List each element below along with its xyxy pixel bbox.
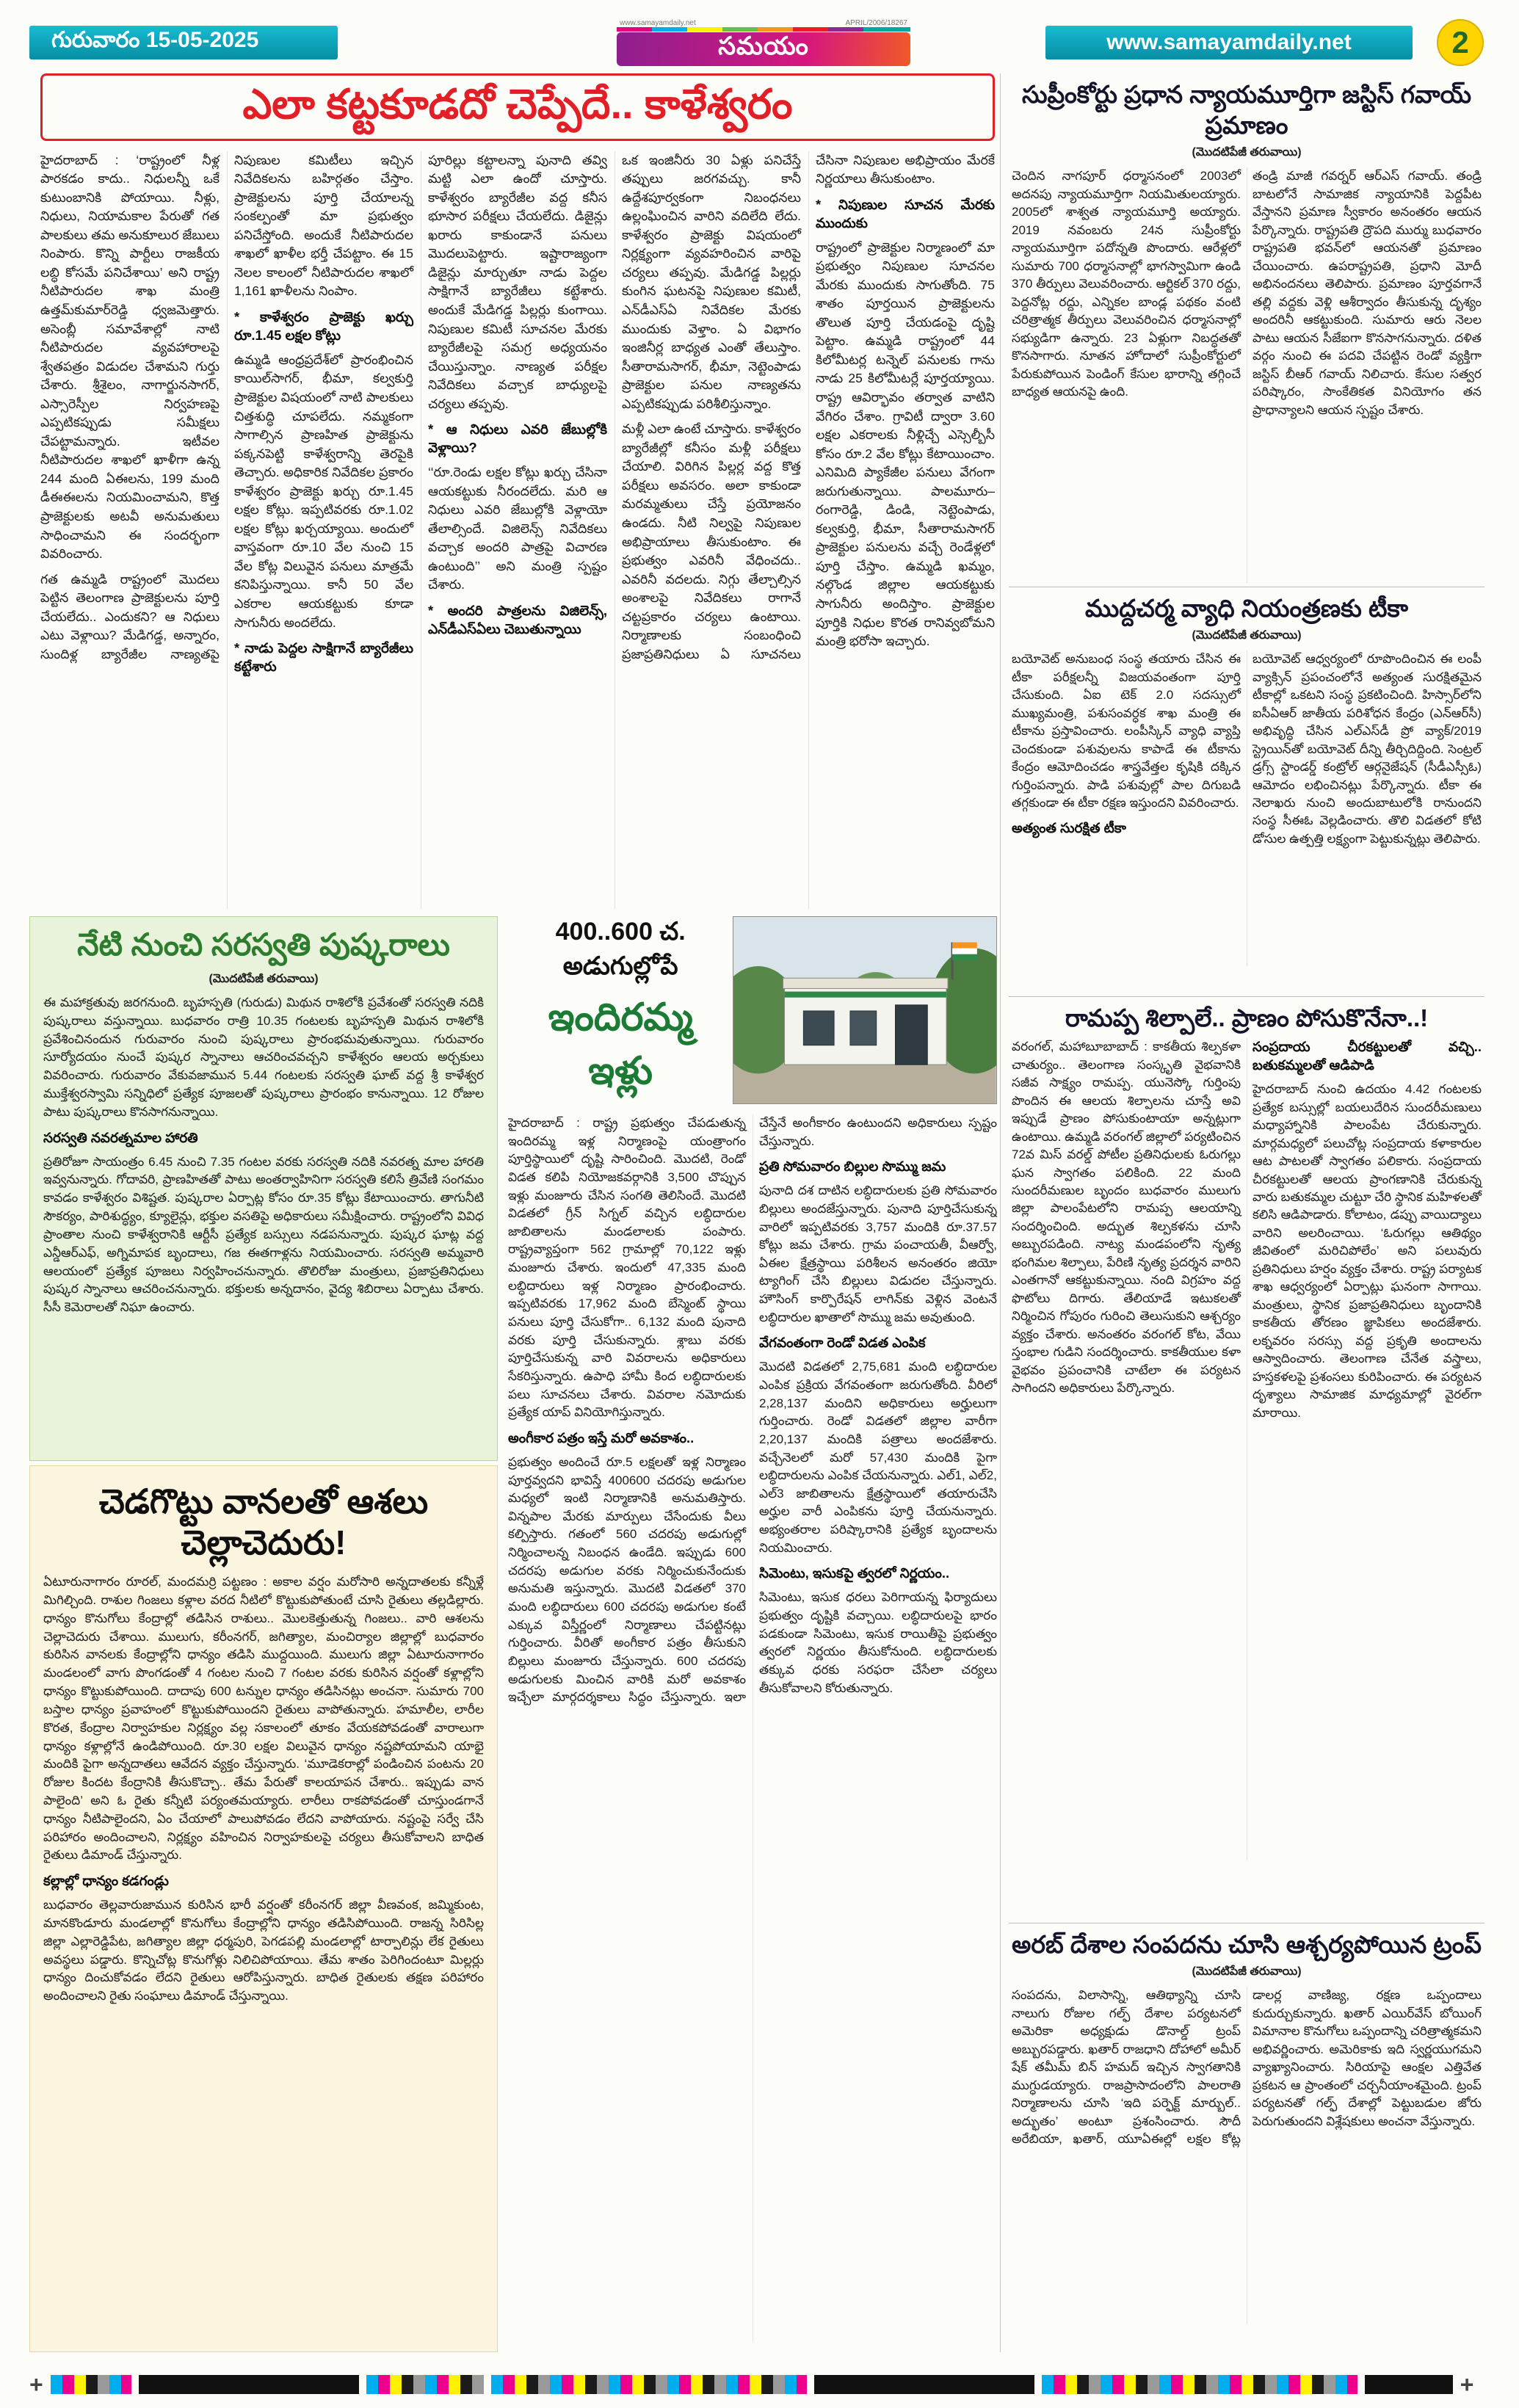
black-calibration-bar — [1365, 2375, 1453, 2394]
article-rain-damage — [29, 1465, 498, 2352]
article-paragraph: పునాది దశ దాటిన లబ్ధిదారులకు ప్రతి సోమవారం బిల్లులు అందజేస్తున్నారు. పునాది పూర్తిచేసుకున్న వారిలో ఇప్పటివరకు 3,757 మందికి రూ.37.57 కోట్లు జమ చేశారు. గ్రామ పంచాయతీ, వీఆర్వో, ఏఈల క్షేత్రస్థాయి పరిశీలన అనంతరం జియో ట్యాగింగ్ చేసి బిల్లులు విడుదల చేస్తున్నారు. హౌసింగ్ కార్పొరేషన్ లాగిన్‌కు వెళ్లిన వెంటనే లబ్ధిదారుల ఖాతాలో సొమ్ము జమ అవుతుంది. — [759, 1183, 997, 1324]
indiramma-house-photo — [733, 916, 997, 1104]
article-paragraph: ఉమ్మడి ఆంధ్రప్రదేశ్‌లో ప్రారంభించిన కాయిల్‌సాగర్, భీమా, కల్వకుర్తి ప్రాజెక్టుల విషయంలో నాటి పాలకులు చిత్తశుద్ధి చూపలేదు. నమ్మకంగా సాగాల్సిన ప్రాణహిత ప్రాజెక్టును పక్కనపెట్టి కాళేశ్వరాన్ని తెరపైకి తెచ్చారు. అధికారిక నివేదికల ప్రకారం కాళేశ్వరం ప్రాజెక్టు ఖర్చు రూ.1.45 లక్షల కోట్లు. ఇప్పటివరకు రూ.1.02 లక్షల కోట్లు ఖర్చయ్యాయి. అందులో వాస్తవంగా రూ.10 వేల నుంచి 15 వేల కోట్ల విలువైన పనులు మాత్రమే కనిపిస్తున్నాయి. కానీ 50 వేల ఎకరాల ఆయకట్టుకు కూడా సాగునీరు అందలేదు. — [234, 352, 413, 630]
masthead-url: www.samayamdaily.net — [620, 19, 696, 27]
article-subhead: అంగీకార పత్రం ఇస్తే మరో అవకాశం.. — [508, 1429, 695, 1446]
article-headline: రామప్ప శిల్పాలే.. ప్రాణం పోసుకొనేనా..! — [1065, 1004, 1429, 1031]
column-divider — [1000, 73, 1001, 2352]
main-article — [40, 73, 995, 909]
article-paragraph: ఏటూరునాగారం రూరల్, మందమర్రి పట్టణం : అకాల వర్షం మరోసారి అన్నదాతలకు కన్నీళ్లే మిగిల్చింది. రాశుల గింజలు కళ్లాల వరద నీటిలో కొట్టుకుపోతుంటే చూసి రైతులు తల్లడిల్లారు. ధాన్యం కొనుగోలు కేంద్రాల్లో తడిసిన రాశులు.. మొలకెత్తుతున్న గింజలు.. వారి ఆశలను చెల్లాచెదురు చేశాయి. ములుగు, కరీంనగర్, జగిత్యాల, మంచిర్యాల జిల్లాల్లో బుధవారం కురిసిన వానలకు కేంద్రాల్లోని ధాన్యం తడిసి ముద్దయింది. ములుగు జిల్లా ఏటూరునాగారం మండలంలో వాగు పొంగడంతో 4 గంటల నుంచి 7 గంటల వరకు కురిసిన వర్షంతో కళ్లాల్లోని ధాన్యం కొట్టుకుపోయింది. దాదాపు 600 టన్నుల ధాన్యం తడిసినట్లు అంచనా. సుమారు 700 బస్తాల ధాన్యం ప్రవాహంలో కొట్టుకుపోయిందని రైతులు వాపోతున్నారు. హమాలీల, లారీల కొరత, కేంద్రాల నిర్వాహకుల నిర్లక్ష్యం వల్ల సకాలంలో తూకం వేయకపోవడంతో వారాలుగా ధాన్యం కళ్లాల్లోనే ఉండిపోయింది. రూ.30 లక్షల విలువైన ధాన్యం నష్టపోయామని యాభై మందికి పైగా అన్నదాతలు ఆవేదన వ్యక్తం చేస్తున్నారు. ‘మూడెకరాల్లో పండించిన పంటను 20 రోజుల కిందట కేంద్రానికి తీసుకొచ్చా.. తేమ పేరుతో కాలయాపన చేశారు.. ఇప్పుడు వాన పాలైంది’ అని ఓ రైతు కన్నీటి పర్యంతమయ్యారు. లారీలు రాకపోవడంతో చూస్తుండగానే ధాన్యం నీటిపాలైందని, ఏం చేయాలో పాలుపోవడం లేదని వాపోయారు. నష్టంపై సర్వే చేసి పరిహారం అందించాలని, నిర్లక్ష్యం వహించిన నిర్వాహకులపై చర్యలు తీసుకోవాలని బాధిత రైతులు డిమాండ్ చేస్తున్నారు. — [43, 1575, 484, 1863]
article-subhead: వేగవంతంగా రెండో విడత ఎంపిక — [759, 1335, 926, 1351]
article-paragraph: సంపదను, విలాసాన్ని, ఆతిథ్యాన్ని చూసి నాలుగు రోజుల గల్ఫ్ దేశాల పర్యటనలో అమెరికా అధ్యక్షుడు డొనాల్డ్ ట్రంప్ అబ్బురపడ్డారు. ఖతార్ రాజధాని దోహాలో అమీర్ షేక్ తమీమ్ బిన్ హమద్ ఇచ్చిన స్వాగతానికి ముగ్ధుడయ్యారు. రాజప్రాసాదంలోని పాలరాతి నిర్మాణాలను చూసి ‘ఇది పర్ఫెక్ట్ మార్బుల్.. అద్భుతం’ అంటూ ప్రశంసించారు. సౌదీ అరేబియా, ఖతార్, యూఏఈల్లో లక్షల కోట్ల డాలర్ల వాణిజ్య, రక్షణ ఒప్పందాలు కుదుర్చుకున్నారు. ఖతార్ ఎయిర్‌వేస్ బోయింగ్ విమానాల కొనుగోలు ఒప్పందాన్ని చరిత్రాత్మకమని అభివర్ణించారు. అమెరికాకు ఇది స్వర్ణయుగమని వ్యాఖ్యానించారు. సిరియాపై ఆంక్షల ఎత్తివేత ప్రకటన ఆ ప్రాంతంలో చర్చనీయాంశమైంది. ట్రంప్ పర్యటనతో గల్ఫ్ దేశాల్లో పెట్టుబడుల జోరు పెరుగుతుందని విశ్లేషకులు అంచనా వేస్తున్నారు. — [1012, 1988, 1482, 2146]
article-body — [43, 994, 484, 1317]
masthead — [617, 19, 910, 66]
article-paragraph: ప్రతిరోజూ సాయంత్రం 6.45 నుంచి 7.35 గంటల వరకు సరస్వతి నదికి నవరత్న మాల హారతి ఇవ్వనున్నారు. గోదావరి, ప్రాణహితతో పాటు అంతర్వాహినిగా సరస్వతి కలిసే త్రివేణి సంగమం కావడం కాళేశ్వరం విశిష్టత. పుష్కరాల ఏర్పాట్ల కోసం రూ.35 కోట్లు కేటాయించారు. తాగునీటి సౌకర్యం, పారిశుద్ధ్యం, క్యూలైన్లు, భక్తుల వసతిపై అధికారులు సమీక్షించారు. రాష్ట్రంలోని వివిధ ప్రాంతాల నుంచి కాళేశ్వరానికి ఆర్టీసీ ప్రత్యేక బస్సులు నడపనున్నారు. పుష్కర ఘాట్ల వద్ద ఎన్డీఆర్ఎఫ్, అగ్నిమాపక బృందాలు, గజ ఈతగాళ్లను నియమించారు. సరస్వతి అమ్మవారి ఆలయంలో ప్రత్యేక పూజలు నిర్వహించనున్నారు. తొలిరోజు మంత్రులు, ప్రజాప్రతినిధులు పుష్కర స్నానాలు ఆచరించనున్నారు. భక్తులకు అన్నదానం, వైద్య శిబిరాలు ఏర్పాటు చేశారు. సీసీ కెమెరాలతో నిఘా ఉంచారు. — [43, 1154, 484, 1315]
article-subhead: సరస్వతి నవరత్నమాల హారతి — [43, 1129, 198, 1145]
article-subhead: * నిపుణుల సూచన మేరకు ముందుకు — [816, 196, 995, 231]
article-subhead: సంప్రదాయ చీరకట్టులతో వచ్చి.. బతుకమ్మలతో ఆడిపాడి — [1252, 1039, 1482, 1073]
masthead-registration: APRIL/2006/18267 — [845, 19, 907, 27]
article-paragraph: హైదరాబాద్ : రాష్ట్ర ప్రభుత్వం చేపడుతున్న ఇందిరమ్మ ఇళ్ల నిర్మాణంపై యంత్రాంగం పూర్తిస్థాయిలో దృష్టి సారించింది. మొదటి, రెండో విడత కలిపి నియోజకవర్గానికి 3,500 చొప్పున ఇళ్లు మంజూరు చేసిన సంగతి తెలిసిందే. మొదటి విడతలో గ్రీన్ సిగ్నల్ వచ్చిన లబ్ధిదారుల జాబితాలను మండలాలకు పంపారు. రాష్ట్రవ్యాప్తంగా 562 గ్రామాల్లో 70,122 ఇళ్లు మంజూరు చేశారు. ఇందులో 47,335 మంది లబ్ధిదారులు ఇళ్ల నిర్మాణం ప్రారంభించారు. ఇప్పటివరకు 17,962 మంది బేస్మెంట్ స్థాయి పనులు పూర్తి చేసుకోగా.. 6,132 మంది పునాది వరకు పూర్తి చేసుకున్నారు. శ్లాబు వరకు పూర్తిచేసుకున్న వారి వివరాలను అధికారులు సేకరిస్తున్నారు. ఉపాధి హామీ కింద లబ్ధిదారులకు పలు సూచనలు చేశారు. వివరాల నమోదుకు ప్రత్యేక యాప్ వినియోగిస్తున్నారు. — [508, 1116, 746, 1420]
date-label: గురువారం 15-05-2025 — [29, 26, 338, 59]
page-number-badge: 2 — [1437, 19, 1484, 66]
article-paragraph: గత ఉమ్మడి రాష్ట్రంలో మొదలు పెట్టిన తెలంగాణ ప్రాజెక్టులను పూర్తి చేయలేదు.. ఎందుకని? ఆ నిధులు ఎటు వెళ్లాయి? మేడిగడ్డ, అన్నారం, సుందిళ్ల బ్యారేజీల నాణ్యతపై నిపుణుల కమిటీలు ఇచ్చిన నివేదికలను బహిర్గతం చేస్తాం. ప్రాజెక్టులను పూర్తి చేయాలన్న సంకల్పంతో మా ప్రభుత్వం పనిచేస్తోంది. అందుకే నీటిపారుదల శాఖలో ఖాళీల భర్తీ చేపట్టాం. ఈ 15 నెలల కాలంలో నీటిపారుదల శాఖలో 1,161 ఖాళీలను నింపాం. — [40, 152, 413, 661]
article-saraswati-pushkaralu — [29, 916, 498, 1461]
article-subhead: * నాడు పెద్దల సాక్షిగానే బ్యారేజీలు కట్టేశారు — [234, 640, 413, 675]
house-illustration — [733, 917, 996, 1103]
main-article-body — [40, 151, 995, 909]
article-header — [508, 916, 997, 1104]
continued-kicker: (మొదటిపేజీ తరువాయి) — [1192, 146, 1302, 159]
article-subhead: * కాళేశ్వరం ప్రాజెక్టు ఖర్చు రూ.1.45 లక్షల కోట్లు — [234, 308, 413, 343]
article-paragraph: హైదరాబాద్ నుంచి ఉదయం 4.42 గంటలకు ప్రత్యేక బస్సుల్లో బయలుదేరిన సుందరీమణులు మధ్యాహ్నానికి పాలంపేట చేరుకున్నారు. మార్గమధ్యలో పలుచోట్ల సంప్రదాయ కళాకారుల ఆట పాటలతో స్వాగతం పలికారు. సంప్రదాయ చీరకట్టులతో ఆలయ ప్రాంగణానికి చేరుకున్న వారు బతుకమ్మల చుట్టూ చేరి స్థానిక మహిళలతో కలిసి ఆడిపాడారు. కోలాటం, డప్పు వాయిద్యాలు వారిని అలరించాయి. ‘ఓరుగల్లు ఆతిథ్యం జీవితంలో మరిచిపోలేం’ అని పలువురు ప్రతినిధులు హర్షం వ్యక్తం చేశారు. రాష్ట్ర పర్యాటక శాఖ ఆధ్వర్యంలో ఏర్పాట్లు ఘనంగా సాగాయి. మంత్రులు, స్థానిక ప్రజాప్రతినిధులు బృందానికి కాకతీయ తోరణం జ్ఞాపికలు అందజేశారు. లక్నవరం సరస్సు వద్ద ప్రకృతి అందాలను ఆస్వాదించారు. తెలంగాణ చేనేత వస్త్రాలు, హస్తకళలపై ప్రశంసలు కురిపించారు. ఈ పర్యటన దృశ్యాలు సామాజిక మాధ్యమాల్లో వైరల్‌గా మారాయి. — [1252, 1082, 1482, 1420]
headline-line1: 400..600 చ. అడుగుల్లోపే — [555, 918, 686, 980]
article-subhead: * అందరి పాత్రలను విజిలెన్స్, ఎన్‌డీఎస్‌ఏలు చెబుతున్నాయి — [428, 603, 607, 637]
headline-line2: ఇందిరమ్మ ఇళ్లు — [548, 996, 693, 1092]
article-paragraph: ఒక ఇంజినీరు 30 ఏళ్లు పనిచేస్తే తప్పులు జరగవచ్చు. కానీ ఉద్దేశపూర్వకంగా నిబంధనలు ఉల్లంఘించిన వారిని వదిలేది లేదు. కాళేశ్వరం ప్రాజెక్టు విషయంలో నిర్లక్ష్యంగా వ్యవహరించిన వారిపై చర్యలు తప్పవు. మేడిగడ్డ పిల్లర్లు కుంగిన ఘటనపై నిపుణుల కమిటీ, ఎన్‌డీఎస్‌ఏ నివేదికల మేరకు ముందుకు వెళ్తాం. ఏ విభాగం ఇంజినీర్ల బాధ్యత ఎంతో తేలుస్తాం. సీతారామసాగర్, భీమా, నెట్టెంపాడు ప్రాజెక్టుల పనుల నాణ్యతను ఎప్పటికప్పుడు పరిశీలిస్తున్నాం. — [622, 152, 801, 411]
article-headline: చెడగొట్టు వానలతో ఆశలు చెల్లాచెదురు! — [98, 1482, 429, 1562]
article-body — [1012, 1038, 1482, 1860]
article-paragraph: పూరిల్లు కట్టాలన్నా పునాది తవ్వి మట్టి ఎలా ఉందో చూస్తారు. కాళేశ్వరం బ్యారేజీల వద్ద కనీస భూసార పరీక్షలు చేయలేదు. డిజైన్లు ఖరారు కాకుండానే పనులు మొదలుపెట్టారు. ఇష్టారాజ్యంగా డిజైన్లు మార్చుతూ నాడు పెద్దల సాక్షిగానే బ్యారేజీలు కట్టేశారు. అందుకే మేడిగడ్డ పిల్లర్లు కుంగాయి. నిపుణుల కమిటీ సూచనల మేరకు బ్యారేజీలపై సమగ్ర అధ్యయనం చేయిస్తున్నాం. నాణ్యత పరీక్షల నివేదికలు వచ్చాక బాధ్యులపై చర్యలు తప్పవు. — [428, 152, 607, 411]
article-gavai — [1009, 73, 1484, 587]
article-paragraph: ‘‘రూ.రెండు లక్షల కోట్లు ఖర్చు చేసినా ఆయకట్టుకు నీరందలేదు. మరి ఆ నిధులు ఎవరి జేబుల్లోకి వెళ్లాయో తేలాల్సిందే. విజిలెన్స్ నివేదికలు వచ్చాక అందరి పాత్రపై విచారణ ఉంటుంది’’ అని మంత్రి స్పష్టం చేశారు. — [428, 465, 607, 592]
site-url: www.samayamdaily.net — [1045, 26, 1413, 59]
main-headline: ఎలా కట్టకూడదో చెప్పేదే.. కాళేశ్వరం — [40, 73, 995, 141]
masthead-meta — [617, 19, 910, 27]
cmyk-swatch — [491, 2375, 807, 2394]
article-headline: ముద్దచర్మ వ్యాధి నియంత్రణకు టీకా — [1084, 595, 1409, 622]
article-headline: సుప్రీంకోర్టు ప్రధాన న్యాయమూర్తిగా జస్టిస్ గవాయ్ ప్రమాణం — [1021, 81, 1472, 139]
article-subhead: * ఆ నిధులు ఎవరి జేబుల్లోకి వెళ్లాయి? — [428, 421, 607, 456]
article-paragraph: బుధవారం తెల్లవారుజామున కురిసిన భారీ వర్షంతో కరీంనగర్ జిల్లా వీణవంక, జమ్మికుంట, మానకొండూరు మండలాల్లో కొనుగోలు కేంద్రాల్లోని ధాన్యం తడిసిపోయింది. రాజన్న సిరిసిల్ల జిల్లా ఎల్లారెడ్డిపేట, జగిత్యాల జిల్లా ధర్మపురి, పెగడపల్లి మండలాల్లో టార్పాలిన్లు లేక రైతులు అవస్థలు పడ్డారు. కొన్నిచోట్ల కొనుగోళ్లు నిలిచిపోయాయి. తేమ శాతం పెరిగిందంటూ మిల్లర్లు ధాన్యం దించుకోవడం లేదని రైతులు ఆరోపిస్తున్నారు. బాధిత రైతులకు తక్షణ పరిహారం అందించాలని రైతు సంఘాలు డిమాండ్ చేస్తున్నాయి. — [43, 1898, 484, 2003]
article-paragraph: వరంగల్, మహాబూబాబాద్ : కాకతీయ శిల్పకళా చాతుర్యం.. తెలంగాణ సంస్కృతి వైభవానికి సజీవ సాక్ష్యం రామప్ప. యునెస్కో గుర్తింపు పొందిన ఈ ఆలయ శిల్పాలను చూస్తే అవి ఇప్పుడే ప్రాణం పోసుకుంటాయా అన్నట్లుగా ఉంటాయి. ఉమ్మడి వరంగల్ జిల్లాలో పర్యటించిన 72వ మిస్ వరల్డ్ పోటీల ప్రతినిధులకు ఓరుగల్లు ఘన స్వాగతం పలికింది. 22 మంది సుందరీమణుల బృందం బుధవారం ములుగు జిల్లా పాలంపేటలోని రామప్ప ఆలయాన్ని సందర్శించింది. అద్భుత శిల్పకళను చూసి అబ్బురపడింది. నాట్య మండపంలోని నృత్య భంగిమల శిల్పాలు, పేరిణి నృత్య ప్రదర్శన వారిని ఎంతగానో ఆకట్టుకున్నాయి. నంది విగ్రహం వద్ద ఫొటోలు దిగారు. తేలియాడే ఇటుకలతో నిర్మించిన గోపురం గురించి తెలుసుకుని ఆశ్చర్యం వ్యక్తం చేశారు. అనంతరం వరంగల్ కోట, వేయి స్తంభాల గుడిని సందర్శించారు. కాకతీయుల కళా వైభవం ప్రపంచానికి చాటేలా ఈ పర్యటన సాగిందని అధికారులు పేర్కొన్నారు. — [1012, 1040, 1241, 1396]
masthead-logo: సమయం — [617, 32, 910, 66]
article-paragraph: మళ్లీ ఎలా ఉంటే చూస్తారు. కాళేశ్వరం బ్యారేజీల్లో కనీసం మళ్లీ పరీక్షలు చేయాలి. విరిగిన పిల్లర్ల వద్ద కొత్త పరీక్షలు అవసరం. అలా కాకుండా మరమ్మతులు చేస్తే ప్రయోజనం ఉండదు. నీటి నిల్వపై నిపుణుల అభిప్రాయాలు తీసుకుంటాం. ఈ ప్రభుత్వం ఎవరినీ వేధించదు.. ఎవరినీ వదలదు. నిగ్గు తేల్చాల్సిన అంశాలపై నివేదికలు రాగానే చట్టప్రకారం చర్యలు ఉంటాయి. నిర్మాణాలకు సంబంధించి ప్రజాప్రతినిధులు ఏ సూచనలు చేసినా నిపుణుల అభిప్రాయం మేరకే నిర్ణయాలు తీసుకుంటాం. — [622, 152, 995, 661]
article-paragraph: రాష్ట్రంలో ప్రాజెక్టుల నిర్మాణంలో మా ప్రభుత్వం నిపుణుల సూచనల మేరకు ముందుకు సాగుతోంది. 75 శాతం పూర్తయిన ప్రాజెక్టులను తొలుత పూర్తి చేయడంపై దృష్టి పెట్టాం. ఉమ్మడి రాష్ట్రంలో 44 కిలోమీటర్ల టన్నెల్ పనులకు గాను నాడు 25 కిలోమీటర్లే పూర్తయ్యాయి. రాష్ట్ర ఆవిర్భావం తర్వాత వాటిని వేగిరం చేశాం. గ్రావిటీ ద్వారా 3.60 లక్షల ఎకరాలకు నీళ్లిచ్చే ఎస్సెల్బీసీ కోసం రూ.2 వేల కోట్లు కేటాయించాం. ఎనిమిది ప్యాకేజీల పనులు వేగంగా జరుగుతున్నాయి. పాలమూరు–రంగారెడ్డి, డిండి, నెట్టెంపాడు, కల్వకుర్తి, భీమా, సీతారామసాగర్ ప్రాజెక్టుల పనులను వచ్చే రెండేళ్లలో పూర్తి చేస్తాం. ఉమ్మడి ఖమ్మం, నల్గొండ జిల్లాల ఆయకట్టుకు సాగునీరు అందిస్తాం. ప్రాజెక్టుల పూర్తికి నిధుల కొరత రానివ్వబోమని మంత్రి భరోసా ఇచ్చారు. — [816, 239, 995, 649]
article-body — [1012, 650, 1482, 966]
article-subhead: సిమెంటు, ఇసుకపై త్వరలో నిర్ణయం.. — [759, 1565, 950, 1581]
article-paragraph: మొదటి విడతలో 2,75,681 మంది లబ్ధిదారుల ఎంపిక ప్రక్రియ వేగవంతంగా జరుగుతోంది. వీరిలో 2,28,137 మందిని అధికారులు అర్హులుగా గుర్తించారు. రెండో విడతలో జిల్లాల వారీగా 2,20,137 మందికి పత్రాలు అందజేశారు. వచ్చేనెలలో మరో 57,430 మందికి పైగా లబ్ధిదారులను ఎంపిక చేయనున్నారు. ఎల్1, ఎల్2, ఎల్3 జాబితాలను క్షేత్రస్థాయిలో తయారుచేసి అర్హుల వారీ ఎంపికను పూర్తి చేయనున్నారు. అభ్యంతరాల పరిష్కారానికి ప్రత్యేక బృందాలను నియమించారు. — [759, 1360, 997, 1555]
article-headline — [508, 916, 733, 1104]
article-body — [1012, 1987, 1482, 2324]
article-paragraph: ప్రభుత్వం అందించే రూ.5 లక్షలతో ఇళ్ల నిర్మాణం పూర్తవ్వదని భావిస్తే 400600 చదరపు అడుగుల మధ్యలో ఇంటి నిర్మాణానికి అనుమతిస్తారు. విన్నపాల మేరకు మార్పులు చేసేందుకు వీలు కల్పిస్తారు. గతంలో 560 చదరపు అడుగుల్లో నిర్మించాలన్న నిబంధన ఉండేది. ఇప్పుడు 600 చదరపు అడుగుల వరకు నిర్మించుకునేందుకు అనుమతి ఇస్తున్నారు. మొదటి విడతలో 370 మంది లబ్ధిదారులు 600 చదరపు అడుగుల కంటే ఎక్కువ విస్తీర్ణంలో నిర్మాణాలు చేపట్టినట్లు గుర్తించారు. వీరితో అంగీకార పత్రం తీసుకుని బిల్లులు మంజూరు చేస్తున్నారు. 600 చదరపు అడుగులకు మించిన వారికి మరో అవకాశం ఇచ్చేలా మార్గదర్శకాలు సిద్ధం చేస్తున్నారు. ఇలా చేస్తేనే అంగీకారం ఉంటుందని అధికారులు స్పష్టం చేస్తున్నారు. — [508, 1116, 997, 1705]
article-paragraph: సిమెంటు, ఇసుక ధరలు పెరిగాయన్న ఫిర్యాదులు ప్రభుత్వం దృష్టికి వచ్చాయి. లబ్ధిదారులపై భారం పడకుండా సిమెంటు, ఇసుక రాయితీపై ప్రభుత్వం త్వరలో నిర్ణయం తీసుకోనుంది. లబ్ధిదారులకు తక్కువ ధరకు సరఫరా చేసేలా చర్యలు తీసుకోవాలని కోరుతున్నారు. — [759, 1590, 997, 1695]
article-body — [508, 1114, 997, 2342]
continued-kicker: (మొదటిపేజీ తరువాయి) — [1192, 629, 1302, 642]
article-headline: అరబ్ దేశాల సంపదను చూసి ఆశ్చర్యపోయిన ట్రంప్ — [1012, 1931, 1482, 1958]
article-body — [43, 1573, 484, 2006]
article-paragraph: హైదరాబాద్ : ‘రాష్ట్రంలో నీళ్ల పారకడం కాదు.. నిధులన్నీ ఒకే కుటుంబానికి పోయాయి. నీళ్లు, నిధులు, నియామకాల పేరుతో గత పాలకులు తమ అనుకూలుర జేబులు నింపారు. కొన్ని పార్టీలు రాజకీయ లబ్ధి కోసమే పనిచేశాయి’ అని రాష్ట్ర నీటిపారుదల శాఖ మంత్రి ఉత్తమ్‌కుమార్‌రెడ్డి ధ్వజమెత్తారు. అసెంబ్లీ సమావేశాల్లో నాటి నీటిపారుదల వ్యవహారాలపై శ్వేతపత్రం విడుదల చేశామని గుర్తు చేశారు. శ్రీశైలం, నాగార్జునసాగర్, ఎస్సారెస్పీల నిర్వహణపై ఎప్పటికప్పుడు సమీక్షలు చేపట్టామన్నారు. ఇటీవల నీటిపారుదల శాఖలో ఖాళీగా ఉన్న 244 మంది ఏఈలను, 199 మంది డీఈఈలను నియమించామని, కొత్త ప్రాజెక్టులకు అటవీ అనుమతులు సాధించామని ఈ సందర్భంగా వివరించారు. — [40, 152, 220, 562]
cmyk-swatch — [1042, 2375, 1357, 2394]
article-paragraph: తండ్రి మాజీ గవర్నర్ ఆర్‌ఎస్ గవాయ్. తండ్రి బాటలోనే సామాజిక న్యాయానికి పెద్దపీట వేస్తానని ప్రమాణ స్వీకారం అనంతరం ఆయన పేర్కొన్నారు. రాష్ట్రపతి ద్రౌపది ముర్ము బుధవారం రాష్ట్రపతి భవన్‌లో ఆయనతో ప్రమాణం చేయించారు. ఉపరాష్ట్రపతి, ప్రధాని మోదీ అభినందనలు తెలిపారు. ప్రమాణం పూర్తవగానే తల్లి వద్దకు వెళ్లి ఆశీర్వాదం తీసుకున్న దృశ్యం అందరినీ ఆకట్టుకుంది. సుమారు ఆరు నెలల పాటు ఆయన సీజేఐగా కొనసాగనున్నారు. దళిత వర్గం నుంచి ఈ పదవి చేపట్టిన రెండో వ్యక్తిగా జస్టిస్ బీఆర్ గవాయ్ నిలిచారు. కేసుల సత్వర పరిష్కారం, సాంకేతికత వినియోగం తన ప్రాధాన్యాలని ఆయన స్పష్టం చేశారు. — [1252, 169, 1482, 417]
crop-mark-icon: + — [29, 2371, 43, 2398]
article-headline: నేటి నుంచి సరస్వతి పుష్కరాలు — [77, 927, 450, 962]
article-subhead: ప్రతి సోమవారం బిల్లుల సొమ్ము జమ — [759, 1158, 946, 1175]
page-header — [29, 19, 1490, 66]
crop-mark-icon: + — [1460, 2371, 1474, 2398]
print-registration-bar — [29, 2371, 1490, 2398]
article-subhead: అత్యంత సురక్షిత టీకా — [1012, 820, 1126, 836]
article-trump — [1009, 1923, 1484, 2339]
masthead-color-strip — [617, 27, 910, 32]
continued-kicker: (మొదటిపేజీ తరువాయి) — [209, 973, 319, 985]
article-subhead: కల్లాల్లో ధాన్యం కడగండ్లు — [43, 1873, 169, 1889]
continued-kicker: (మొదటిపేజీ తరువాయి) — [1192, 1965, 1302, 1979]
cmyk-swatch — [51, 2375, 131, 2394]
article-indiramma-houses — [508, 916, 997, 2352]
black-calibration-bar — [139, 2375, 359, 2394]
article-paragraph: బయోవెట్ అనుబంధ సంస్థ తయారు చేసిన ఈ టీకా పరీక్షలన్నీ విజయవంతంగా పూర్తి చేసుకుంది. ఏఐ టెక్ 2.0 సదస్సులో ముఖ్యమంత్రి, పశుసంవర్ధక శాఖ మంత్రి ఈ టీకాను ప్రస్తావించారు. లంపీస్కిన్ వ్యాధి వ్యాప్తి చెందకుండా పశువులను కాపాడే ఈ టీకాను కేంద్రం ఆమోదించడం శాస్త్రవేత్తల కృషికి దక్కిన గుర్తింపన్నారు. పాడి పశువుల్లో పాల దిగుబడి తగ్గకుండా ఈ టీకా రక్షణ ఇస్తుందని వివరించారు. — [1012, 652, 1241, 810]
article-paragraph: చెందిన నాగపూర్ ధర్మాసనంలో 2003లో అదనపు న్యాయమూర్తిగా నియమితులయ్యారు. 2005లో శాశ్వత న్యాయమూర్తి అయ్యారు. 2019 నవంబరు 24న సుప్రీంకోర్టు న్యాయమూర్తిగా పదోన్నతి పొందారు. ఆరేళ్లలో సుమారు 700 ధర్మాసనాల్లో భాగస్వామిగా ఉండి 370 తీర్పులు వెలువరించారు. ఆర్టికల్ 370 రద్దు, పెద్దనోట్ల రద్దు, ఎన్నికల బాండ్ల పథకం వంటి చరిత్రాత్మక తీర్పులు వెలువరించిన ధర్మాసనాల్లో సభ్యుడిగా ఉన్నారు. 23 ఏళ్లుగా నిబద్ధతతో కొనసాగారు. నూతన హోదాలో సుప్రీంకోర్టులో పేరుకుపోయిన పెండింగ్ కేసుల భారాన్ని తగ్గించే బాధ్యత ఆయనపై ఉంది. — [1012, 169, 1241, 399]
article-body — [1012, 167, 1482, 583]
article-paragraph: బయోవెట్ ఆధ్వర్యంలో రూపొందించిన ఈ లంపీ వ్యాక్సిన్ ప్రపంచంలోనే అత్యంత సురక్షితమైన టీకాల్లో ఒకటని సంస్థ ప్రకటించింది. హిస్సార్‌లోని ఐసీఏఆర్ జాతీయ పరిశోధన కేంద్రం (ఎన్‌ఆర్‌సీ) అభివృద్ధి చేసిన ఎల్‌ఎస్‌డీ ప్రో వ్యాక్/2019 స్ట్రెయిన్‌తో బయోవెట్ దీన్ని తీర్చిదిద్దింది. సెంట్రల్ డ్రగ్స్ స్టాండర్డ్ కంట్రోల్ ఆర్గనైజేషన్ (సీడీఎస్సీఓ) ఆమోదం లభించినట్లు పేర్కొన్నారు. టీకా ఈ నెలాఖరు నుంచి అందుబాటులోకి రానుందని సంస్థ సీఈఓ వెల్లడించారు. తొలి విడతలో కోటి డోసుల ఉత్పత్తి లక్ష్యంగా పెట్టుకున్నట్లు తెలిపారు. — [1252, 652, 1482, 846]
article-paragraph: ఈ మహాక్రతువు జరగనుంది. బృహస్పతి (గురుడు) మిథున రాశిలోకి ప్రవేశంతో సరస్వతి నదికి పుష్కరాలు వస్తున్నాయి. బుధవారం రాత్రి 10.35 గంటలకు బృహస్పతి మిథున రాశిలోకి ప్రవేశించినందున గురువారం నుంచి పుష్కరాలు ప్రారంభమవుతున్నాయి. గురువారం సూర్యోదయం నుంచే పుష్కర స్నానాలు ఆచరించవచ్చని కాళేశ్వరం ఆలయ అర్చకులు వివరించారు. గురువారం వేకువజామున 5.44 గంటలకు సరస్వతి ఘాట్ వద్ద శ్రీ కాళేశ్వర ముక్తేశ్వరస్వామి సన్నిధిలో ప్రత్యేక పూజలతో పుష్కరాలు ప్రారంభం కానున్నాయి. 12 రోజుల పాటు పుష్కరాలు కొనసాగనున్నాయి. — [43, 996, 484, 1119]
black-calibration-bar — [814, 2375, 1034, 2394]
article-vaccine — [1009, 587, 1484, 997]
cmyk-swatch — [366, 2375, 484, 2394]
right-column — [1009, 73, 1484, 2339]
article-ramappa — [1009, 997, 1484, 1923]
